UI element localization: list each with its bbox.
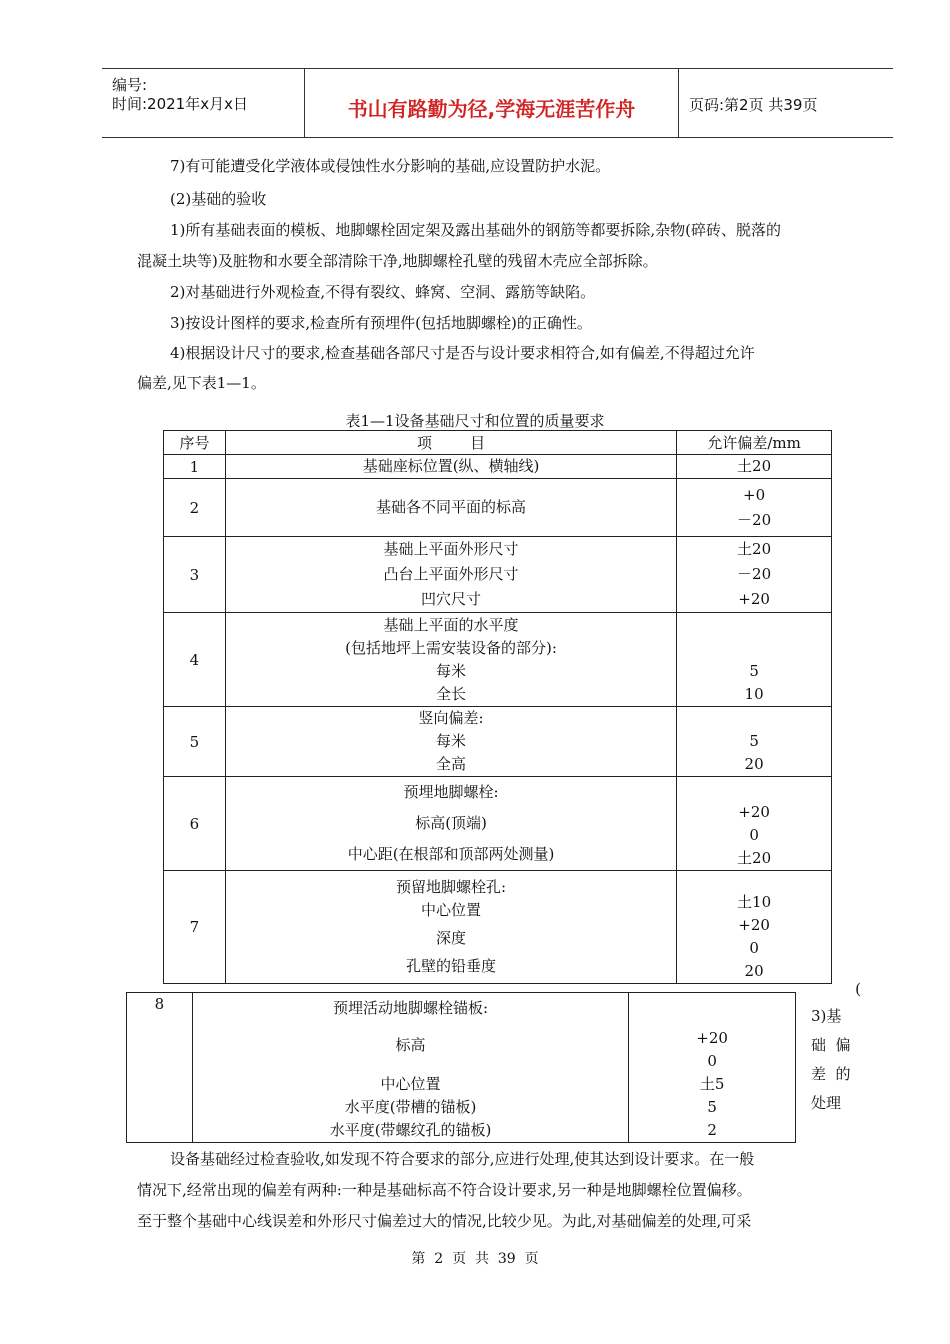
table-row xyxy=(164,871,832,984)
table-row xyxy=(164,537,832,613)
header-page-cell xyxy=(679,69,893,137)
paragraph-after-1: 设备基础经过检查验收,如发现不符合要求的部分,应进行处理,使其达到设计要求。在一般 xyxy=(170,1150,755,1168)
item-line: 凹穴尺寸 xyxy=(421,590,482,608)
row-no: 2 xyxy=(164,479,226,537)
table-row xyxy=(164,707,832,777)
side-heading-line: ( xyxy=(855,980,861,998)
item-line: 预埋地脚螺栓: xyxy=(403,783,499,801)
section-heading-acceptance: (2)基础的验收 xyxy=(170,190,267,208)
table-row xyxy=(127,993,796,1143)
paragraph-2: 2)对基础进行外观检查,不得有裂纹、蜂窝、空洞、露筋等缺陷。 xyxy=(170,283,596,301)
row-item xyxy=(225,613,676,707)
item-line: 基础座标位置(纵、横轴线) xyxy=(362,457,540,475)
value-line: 20 xyxy=(744,755,764,773)
value-line: 土20 xyxy=(737,457,772,475)
motto: 书山有路勤为径,学海无涯苦作舟 xyxy=(347,97,636,121)
paragraph-4b: 偏差,见下表1—1。 xyxy=(137,374,266,392)
paragraph-after-3: 至于整个基础中心线误差和外形尺寸偏差过大的情况,比较少见。为此,对基础偏差的处理,可采 xyxy=(137,1212,752,1230)
item-line: 中心位置 xyxy=(380,1075,441,1093)
item-line: 标高(顶端) xyxy=(415,814,487,832)
paragraph-1b: 混凝土块等)及脏物和水要全部清除干净,地脚螺栓孔壁的残留木壳应全部拆除。 xyxy=(137,252,658,270)
header-motto-cell xyxy=(305,69,679,137)
row-tolerance xyxy=(677,537,832,613)
value-line: 0 xyxy=(749,826,759,844)
value-line: 土20 xyxy=(737,540,772,558)
table-row xyxy=(164,777,832,871)
number-label: 编号: xyxy=(112,76,148,94)
value-line: 5 xyxy=(749,732,759,750)
item-line: 基础上平面的水平度 xyxy=(383,615,519,634)
side-heading-line: 础 偏 xyxy=(811,1036,851,1054)
header-item: 项 目 xyxy=(225,431,676,455)
page-footer: 第 2 页 共 39 页 xyxy=(411,1251,539,1267)
row-item xyxy=(225,707,676,777)
value-line: －20 xyxy=(737,565,772,583)
side-heading xyxy=(811,976,861,1118)
item-line: 每米 xyxy=(436,732,467,750)
row-no: 8 xyxy=(127,993,193,1143)
item-line: 预埋活动地脚螺栓锚板: xyxy=(333,999,489,1017)
row-no: 7 xyxy=(164,871,226,984)
item-line: 基础各不同平面的标高 xyxy=(376,498,527,516)
row-item xyxy=(225,455,676,479)
paragraph-3: 3)按设计图样的要求,检查所有预埋件(包括地脚螺栓)的正确性。 xyxy=(170,314,592,332)
table-row xyxy=(164,455,832,479)
item-line: 竖向偏差: xyxy=(418,709,484,727)
row-no: 3 xyxy=(164,537,226,613)
item-line: 标高 xyxy=(395,1036,426,1054)
row-tolerance xyxy=(677,871,832,984)
value-line: 0 xyxy=(749,939,759,957)
header-tolerance: 允许偏差/mm xyxy=(677,431,832,455)
item-line: 水平度(带槽的锚板) xyxy=(344,1098,477,1116)
table-caption: 表1—1设备基础尺寸和位置的质量要求 xyxy=(345,412,605,430)
side-heading-line: 差 的 xyxy=(811,1065,851,1083)
item-line: (包括地坪上需安装设备的部分): xyxy=(345,638,557,657)
value-line: －20 xyxy=(737,510,772,529)
value-line: 土10 xyxy=(737,893,772,911)
tolerance-table-continued xyxy=(126,992,796,1143)
time-label: 时间:2021年x月x日 xyxy=(112,95,248,113)
item-line: 孔壁的铅垂度 xyxy=(406,957,497,975)
item-line: 深度 xyxy=(436,929,467,947)
paragraph-4a: 4)根据设计尺寸的要求,检查基础各部尺寸是否与设计要求相符合,如有偏差,不得超过允许 xyxy=(170,344,755,362)
value-line: +20 xyxy=(738,803,770,821)
value-line: 20 xyxy=(744,962,764,980)
item-line: 基础上平面外形尺寸 xyxy=(383,540,519,558)
row-tolerance xyxy=(629,993,796,1143)
row-tolerance xyxy=(677,613,832,707)
header-meta xyxy=(102,69,305,137)
item-line: 中心距(在根部和顶部两处测量) xyxy=(347,845,555,863)
value-line: 10 xyxy=(744,685,764,703)
row-item xyxy=(225,537,676,613)
paragraph-after-2: 情况下,经常出现的偏差有两种:一种是基础标高不符合设计要求,另一种是地脚螺栓位置偏移。 xyxy=(137,1181,752,1199)
row-no: 1 xyxy=(164,455,226,479)
item-line: 每米 xyxy=(436,661,467,680)
side-heading-line: 3)基 xyxy=(811,1007,842,1025)
item-line: 全高 xyxy=(436,755,467,773)
value-line: 5 xyxy=(749,662,759,680)
value-line: +20 xyxy=(696,1029,728,1047)
paragraph-7: 7)有可能遭受化学液体或侵蚀性水分影响的基础,应设置防护水泥。 xyxy=(170,157,611,175)
row-item xyxy=(192,993,628,1143)
table-header-row xyxy=(164,431,832,455)
row-no: 4 xyxy=(164,613,226,707)
item-line: 全长 xyxy=(436,684,467,703)
page-header xyxy=(102,68,893,138)
item-line: 预留地脚螺栓孔: xyxy=(396,878,507,896)
row-item xyxy=(225,777,676,871)
tolerance-table xyxy=(163,430,832,984)
value-line: 土20 xyxy=(737,849,772,867)
row-tolerance xyxy=(677,455,832,479)
item-line: 中心位置 xyxy=(421,901,482,919)
value-line: 0 xyxy=(707,1052,717,1070)
row-item xyxy=(225,871,676,984)
row-tolerance xyxy=(677,707,832,777)
value-line: 土5 xyxy=(699,1075,725,1093)
row-tolerance xyxy=(677,479,832,537)
row-tolerance xyxy=(677,777,832,871)
row-item xyxy=(225,479,676,537)
value-line: +0 xyxy=(743,485,766,504)
table-row xyxy=(164,613,832,707)
item-line: 凸台上平面外形尺寸 xyxy=(383,565,519,583)
table-row xyxy=(164,479,832,537)
value-line: +20 xyxy=(738,916,770,934)
value-line: +20 xyxy=(738,590,770,608)
value-line: 2 xyxy=(707,1121,717,1139)
item-line: 水平度(带螺纹孔的锚板) xyxy=(329,1121,492,1139)
paragraph-1a: 1)所有基础表面的模板、地脚螺栓固定架及露出基础外的钢筋等都要拆除,杂物(碎砖、脱落的 xyxy=(170,221,782,239)
side-heading-line: 处理 xyxy=(811,1094,842,1112)
header-no: 序号 xyxy=(164,431,226,455)
page-info: 页码:第2页 共39页 xyxy=(689,96,818,114)
row-no: 6 xyxy=(164,777,226,871)
row-no: 5 xyxy=(164,707,226,777)
value-line: 5 xyxy=(707,1098,717,1116)
